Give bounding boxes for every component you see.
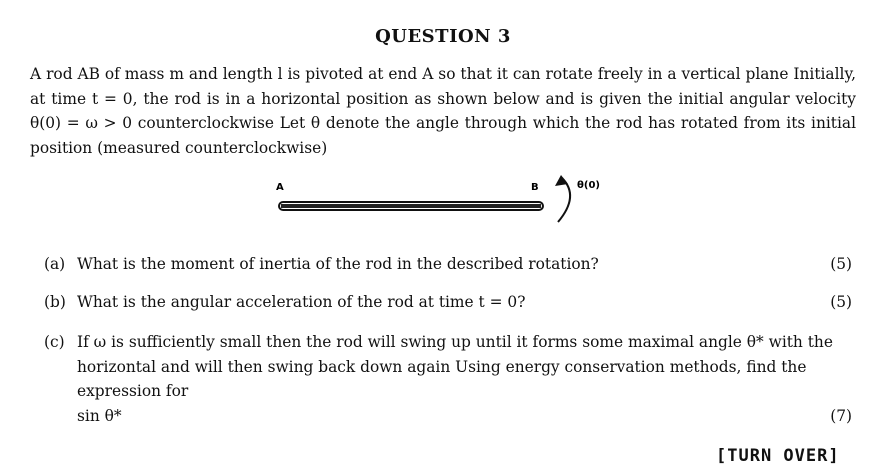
turn-over-footer: [TURN OVER]: [716, 446, 840, 466]
question-c: [44, 330, 852, 428]
question-b-marks: (5): [830, 293, 852, 311]
question-b-text: What is the angular acceleration of the rod at time t = 0?: [77, 293, 526, 311]
question-a-text: What is the moment of inertia of the rod in the described rotation?: [77, 255, 599, 273]
label-a: A: [276, 182, 284, 193]
question-intro: A rod AB of mass m and length l is pivoted at end A so that it can rotate freely in a vertical plane Initially, at time t = 0, the rod is in a horizontal position as shown below and is given the initial angular velocity θ(0) = ω > 0 counterclockwise Let θ denote the angle through which the rod has rotated from its initial position (measured counterclockwise): [30, 65, 856, 157]
rod-fill: [281, 204, 541, 208]
question-c-text: If ω is sufficiently small then the rod will swing up until it forms some maximal angle θ* with the horizontal and will then swing back down again Using energy conservation methods, find the expression for: [77, 333, 833, 400]
question-b: [44, 290, 852, 315]
angular-velocity-label: θ(0): [577, 180, 600, 191]
question-c-expression: sin θ*: [77, 406, 122, 425]
question-c-label: (c): [44, 333, 65, 351]
question-a-label: (a): [44, 255, 66, 273]
question-c-marks: (7): [830, 406, 852, 425]
question-title: QUESTION 3: [375, 26, 511, 47]
label-b: B: [531, 182, 539, 193]
question-b-label: (b): [44, 293, 66, 311]
question-a: [44, 252, 852, 277]
question-a-marks: (5): [830, 255, 852, 273]
